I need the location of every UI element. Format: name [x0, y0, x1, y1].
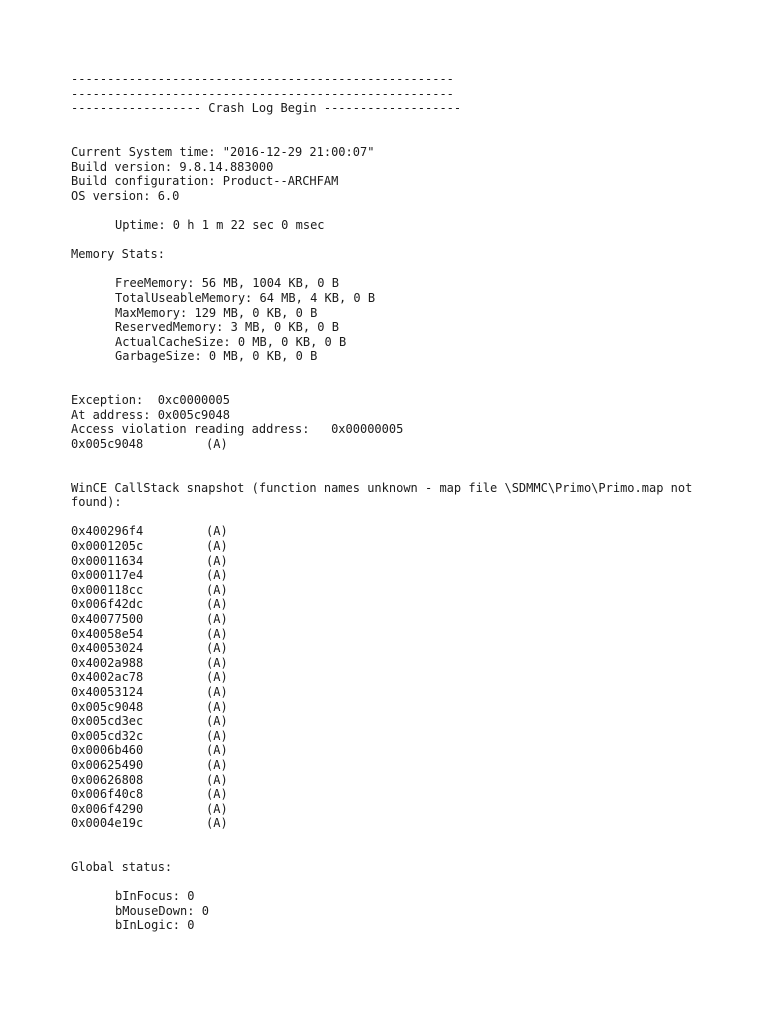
callstack-frame: [71, 685, 731, 700]
callstack-frame: [71, 524, 731, 539]
frame-tag: (A): [206, 568, 228, 583]
memory-stats-list: [71, 276, 731, 364]
frame-tag: (A): [206, 641, 228, 656]
callstack-frame: [71, 758, 731, 773]
memory-stat: ReservedMemory: 3 MB, 0 KB, 0 B: [115, 320, 339, 335]
callstack-frame: [71, 787, 731, 802]
frame-address: 0x000118cc: [71, 582, 144, 597]
callstack-frame: [71, 714, 731, 729]
frame-tag: (A): [206, 728, 228, 743]
frame-address: 0x005cd32c: [71, 728, 144, 743]
frame-tag: (A): [206, 655, 228, 670]
callstack-frame: [71, 700, 731, 715]
frame-tag: (A): [206, 757, 228, 772]
access-violation: Access violation reading address: 0x00000005: [71, 422, 404, 437]
status-flag: bInLogic: 0: [115, 918, 195, 933]
frame-tag: (A): [206, 626, 228, 641]
global-status-list: [71, 889, 731, 933]
crash-log-begin-heading: ------------------ Crash Log Begin -------------------: [71, 101, 462, 116]
frame-address: 0x005cd3ec: [71, 714, 144, 729]
frame-address: 0x4002a988: [71, 655, 144, 670]
callstack-frame: [71, 802, 731, 817]
frame-tag: (A): [206, 611, 228, 626]
exception-address: At address: 0x005c9048: [71, 407, 230, 422]
frame-tag: (A): [206, 801, 228, 816]
frame-tag: (A): [206, 524, 228, 539]
frame-tag: (A): [206, 714, 228, 729]
frame-tag: (A): [206, 787, 228, 802]
callstack-list: [71, 524, 731, 830]
frame-tag: (A): [206, 597, 228, 612]
callstack-frame: [71, 656, 731, 671]
callstack-frame: [71, 743, 731, 758]
frame-tag: (A): [206, 436, 228, 451]
frame-address: 0x4002ac78: [71, 670, 144, 685]
callstack-frame: [71, 773, 731, 788]
status-flag: bMouseDown: 0: [115, 903, 209, 918]
frame-address: 0x400296f4: [71, 524, 144, 539]
exception-frame: [71, 437, 731, 452]
frame-address: 0x00626808: [71, 772, 144, 787]
callstack-frame: [71, 539, 731, 554]
callstack-frame: [71, 612, 731, 627]
uptime: Uptime: 0 h 1 m 22 sec 0 msec: [115, 217, 325, 232]
global-status-heading: Global status:: [71, 860, 173, 875]
frame-address: 0x000117e4: [71, 568, 144, 583]
frame-address: 0x0001205c: [71, 539, 144, 553]
memory-stats-heading: Memory Stats:: [71, 247, 165, 262]
memory-stat: GarbageSize: 0 MB, 0 KB, 0 B: [115, 349, 318, 364]
os-version: OS version: 6.0: [71, 188, 180, 203]
build-version: Build version: 9.8.14.883000: [71, 159, 274, 174]
frame-address: 0x40053124: [71, 684, 144, 699]
frame-address: 0x006f4290: [71, 801, 144, 816]
frame-address: 0x0004e19c: [71, 816, 144, 831]
status-flag: bInFocus: 0: [115, 889, 195, 904]
memory-stat: MaxMemory: 129 MB, 0 KB, 0 B: [115, 305, 318, 320]
exception-code: Exception: 0xc0000005: [71, 393, 230, 408]
frame-tag: (A): [206, 539, 228, 553]
frame-tag: (A): [206, 553, 228, 568]
frame-tag: (A): [206, 816, 228, 831]
memory-stat: ActualCacheSize: 0 MB, 0 KB, 0 B: [115, 334, 347, 349]
frame-address: 0x006f40c8: [71, 787, 144, 802]
frame-address: 0x00625490: [71, 757, 144, 772]
frame-address: 0x40053024: [71, 641, 144, 656]
callstack-frame: [71, 583, 731, 598]
callstack-frame: [71, 641, 731, 656]
frame-tag: (A): [206, 582, 228, 597]
header-rule: -----------------------------------------------------: [71, 72, 454, 86]
callstack-frame: [71, 729, 731, 744]
frame-tag: (A): [206, 743, 228, 758]
frame-address: 0x40077500: [71, 611, 144, 626]
frame-address: 0x005c9048: [71, 436, 144, 451]
memory-stat: FreeMemory: 56 MB, 1004 KB, 0 B: [115, 276, 339, 291]
memory-stat: TotalUseableMemory: 64 MB, 4 KB, 0 B: [115, 290, 376, 305]
frame-tag: (A): [206, 684, 228, 699]
callstack-heading: WinCE CallStack snapshot (function names unknown - map file \SDMMC\Primo\Primo.map not found):: [71, 480, 700, 510]
callstack-frame: [71, 670, 731, 685]
frame-address: 0x005c9048: [71, 699, 144, 714]
crash-log-document: [71, 72, 731, 933]
frame-tag: (A): [206, 772, 228, 787]
header-rule: -----------------------------------------------------: [71, 86, 454, 101]
frame-address: 0x40058e54: [71, 626, 144, 641]
frame-tag: (A): [206, 699, 228, 714]
callstack-frame: [71, 627, 731, 642]
callstack-frame: [71, 554, 731, 569]
frame-address: 0x0006b460: [71, 743, 144, 758]
build-configuration: Build configuration: Product--ARCHFAM: [71, 174, 339, 189]
frame-address: 0x00011634: [71, 553, 144, 568]
system-time: Current System time: "2016-12-29 21:00:07": [71, 144, 375, 159]
frame-address: 0x006f42dc: [71, 597, 144, 612]
callstack-frame: [71, 597, 731, 612]
callstack-frame: [71, 816, 731, 831]
frame-tag: (A): [206, 670, 228, 685]
callstack-frame: [71, 568, 731, 583]
